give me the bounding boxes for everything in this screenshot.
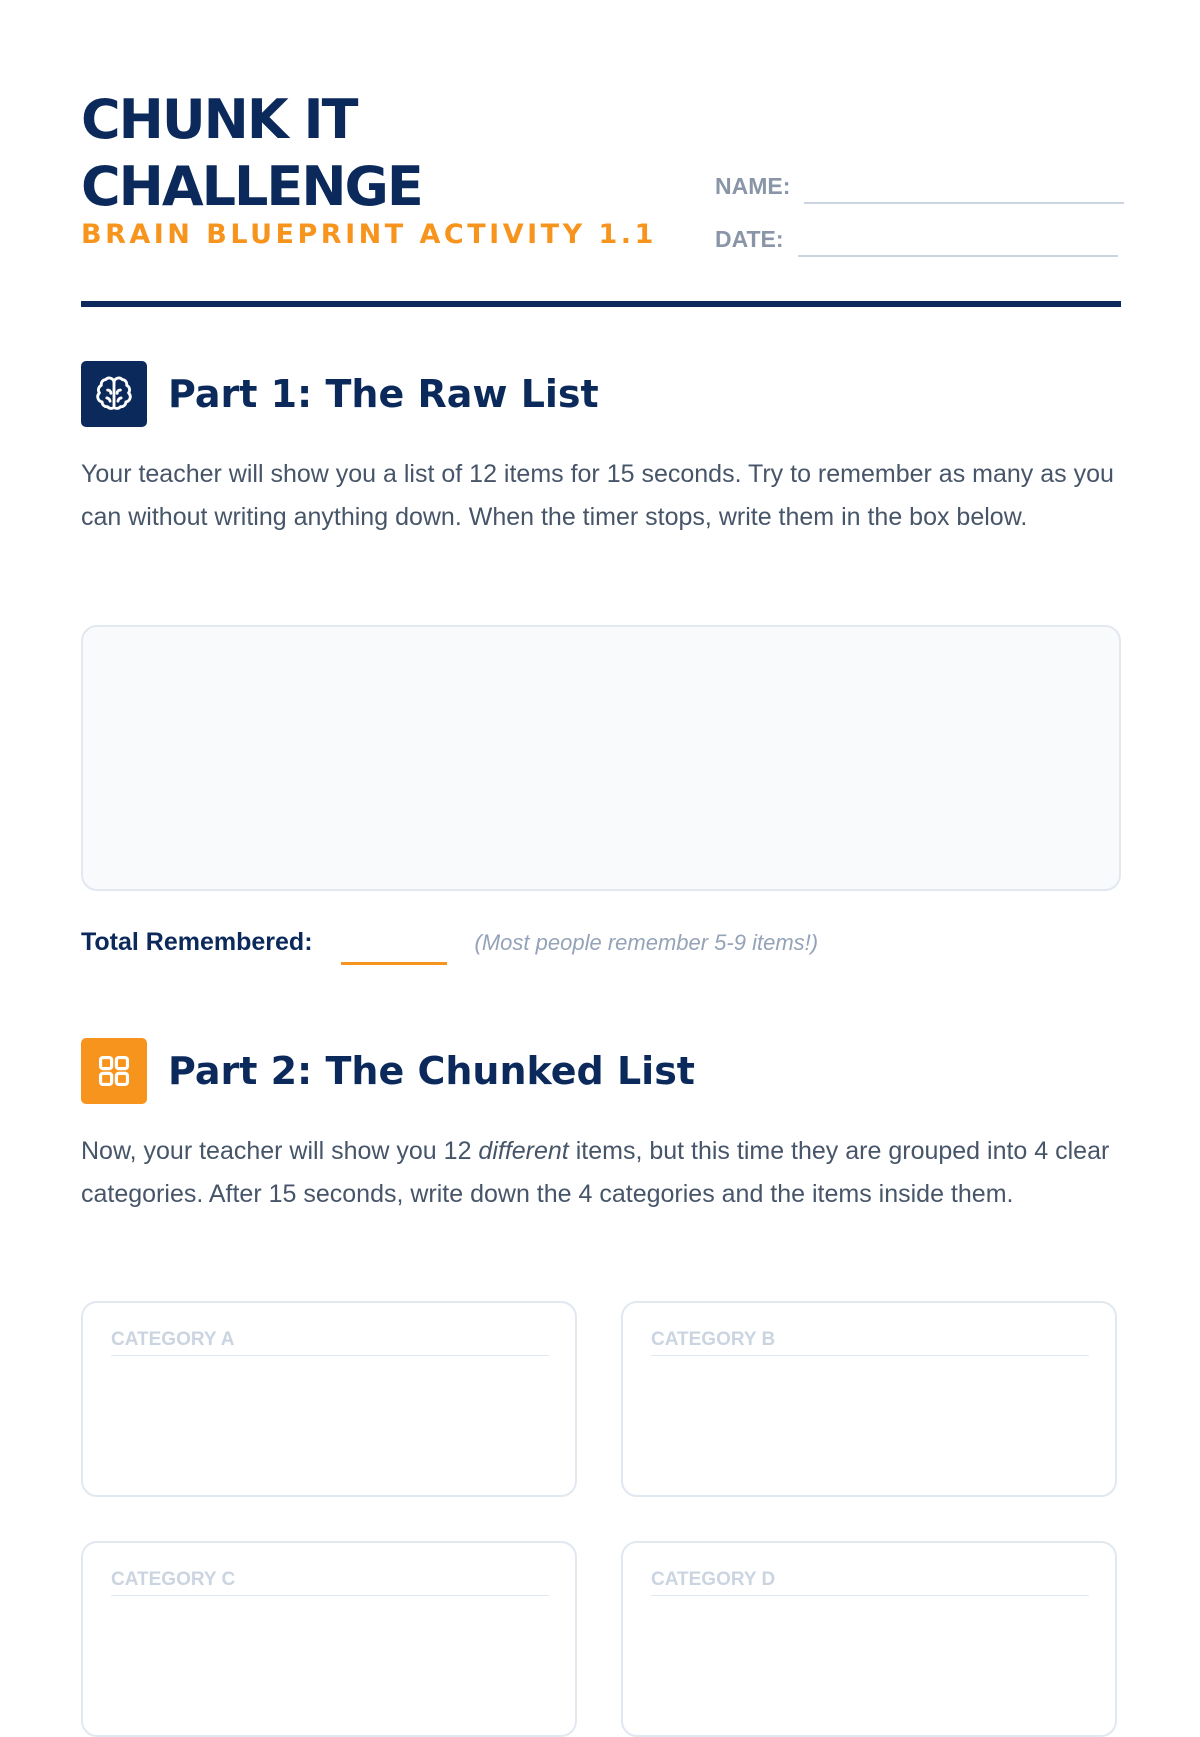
total-remembered-label: Total Remembered: <box>81 928 313 956</box>
part1-title: Part 1: The Raw List <box>168 372 599 416</box>
category-b-box[interactable] <box>621 1301 1117 1497</box>
worksheet-title <box>81 86 422 220</box>
category-c-box[interactable] <box>81 1541 577 1737</box>
title-line-1: CHUNK IT <box>81 88 357 151</box>
header-divider <box>81 301 1121 307</box>
name-label: NAME: <box>715 173 791 199</box>
raw-list-answer-box[interactable] <box>81 625 1121 891</box>
category-d-box[interactable] <box>621 1541 1117 1737</box>
total-remembered-row <box>81 920 818 965</box>
part2-instructions <box>81 1130 1121 1216</box>
total-remembered-hint: (Most people remember 5-9 items!) <box>474 929 819 955</box>
total-remembered-write-line[interactable] <box>341 938 447 965</box>
part2-heading <box>81 1038 695 1104</box>
brain-icon <box>81 361 147 427</box>
date-label: DATE: <box>715 226 784 252</box>
part2-instructions-emphasis: different <box>478 1137 569 1165</box>
category-c-label: CATEGORY C <box>111 1569 549 1596</box>
category-a-label: CATEGORY A <box>111 1329 549 1356</box>
category-a-box[interactable] <box>81 1301 577 1497</box>
part2-instructions-end: items, but this time they are grouped into 4 clear categories. After 15 seconds, write down the 4 categories and the items inside them. <box>81 1137 1110 1208</box>
activity-subtitle: BRAIN BLUEPRINT ACTIVITY 1.1 <box>81 219 657 250</box>
name-field <box>715 173 1124 200</box>
part2-instructions-start: Now, your teacher will show you 12 <box>81 1137 479 1165</box>
grid-icon <box>81 1038 147 1104</box>
part2-title: Part 2: The Chunked List <box>168 1049 695 1093</box>
category-d-label: CATEGORY D <box>651 1569 1089 1596</box>
title-line-2: CHALLENGE <box>81 155 422 218</box>
date-field <box>715 226 1118 253</box>
part1-heading <box>81 361 599 427</box>
worksheet-page <box>81 0 1121 1600</box>
part1-instructions: Your teacher will show you a list of 12 items for 15 seconds. Try to remember as many as you can without writing anything down. When the timer stops, write them in the box below. <box>81 460 1114 531</box>
name-write-line[interactable] <box>804 178 1124 204</box>
date-write-line[interactable] <box>798 231 1118 257</box>
category-b-label: CATEGORY B <box>651 1329 1089 1356</box>
